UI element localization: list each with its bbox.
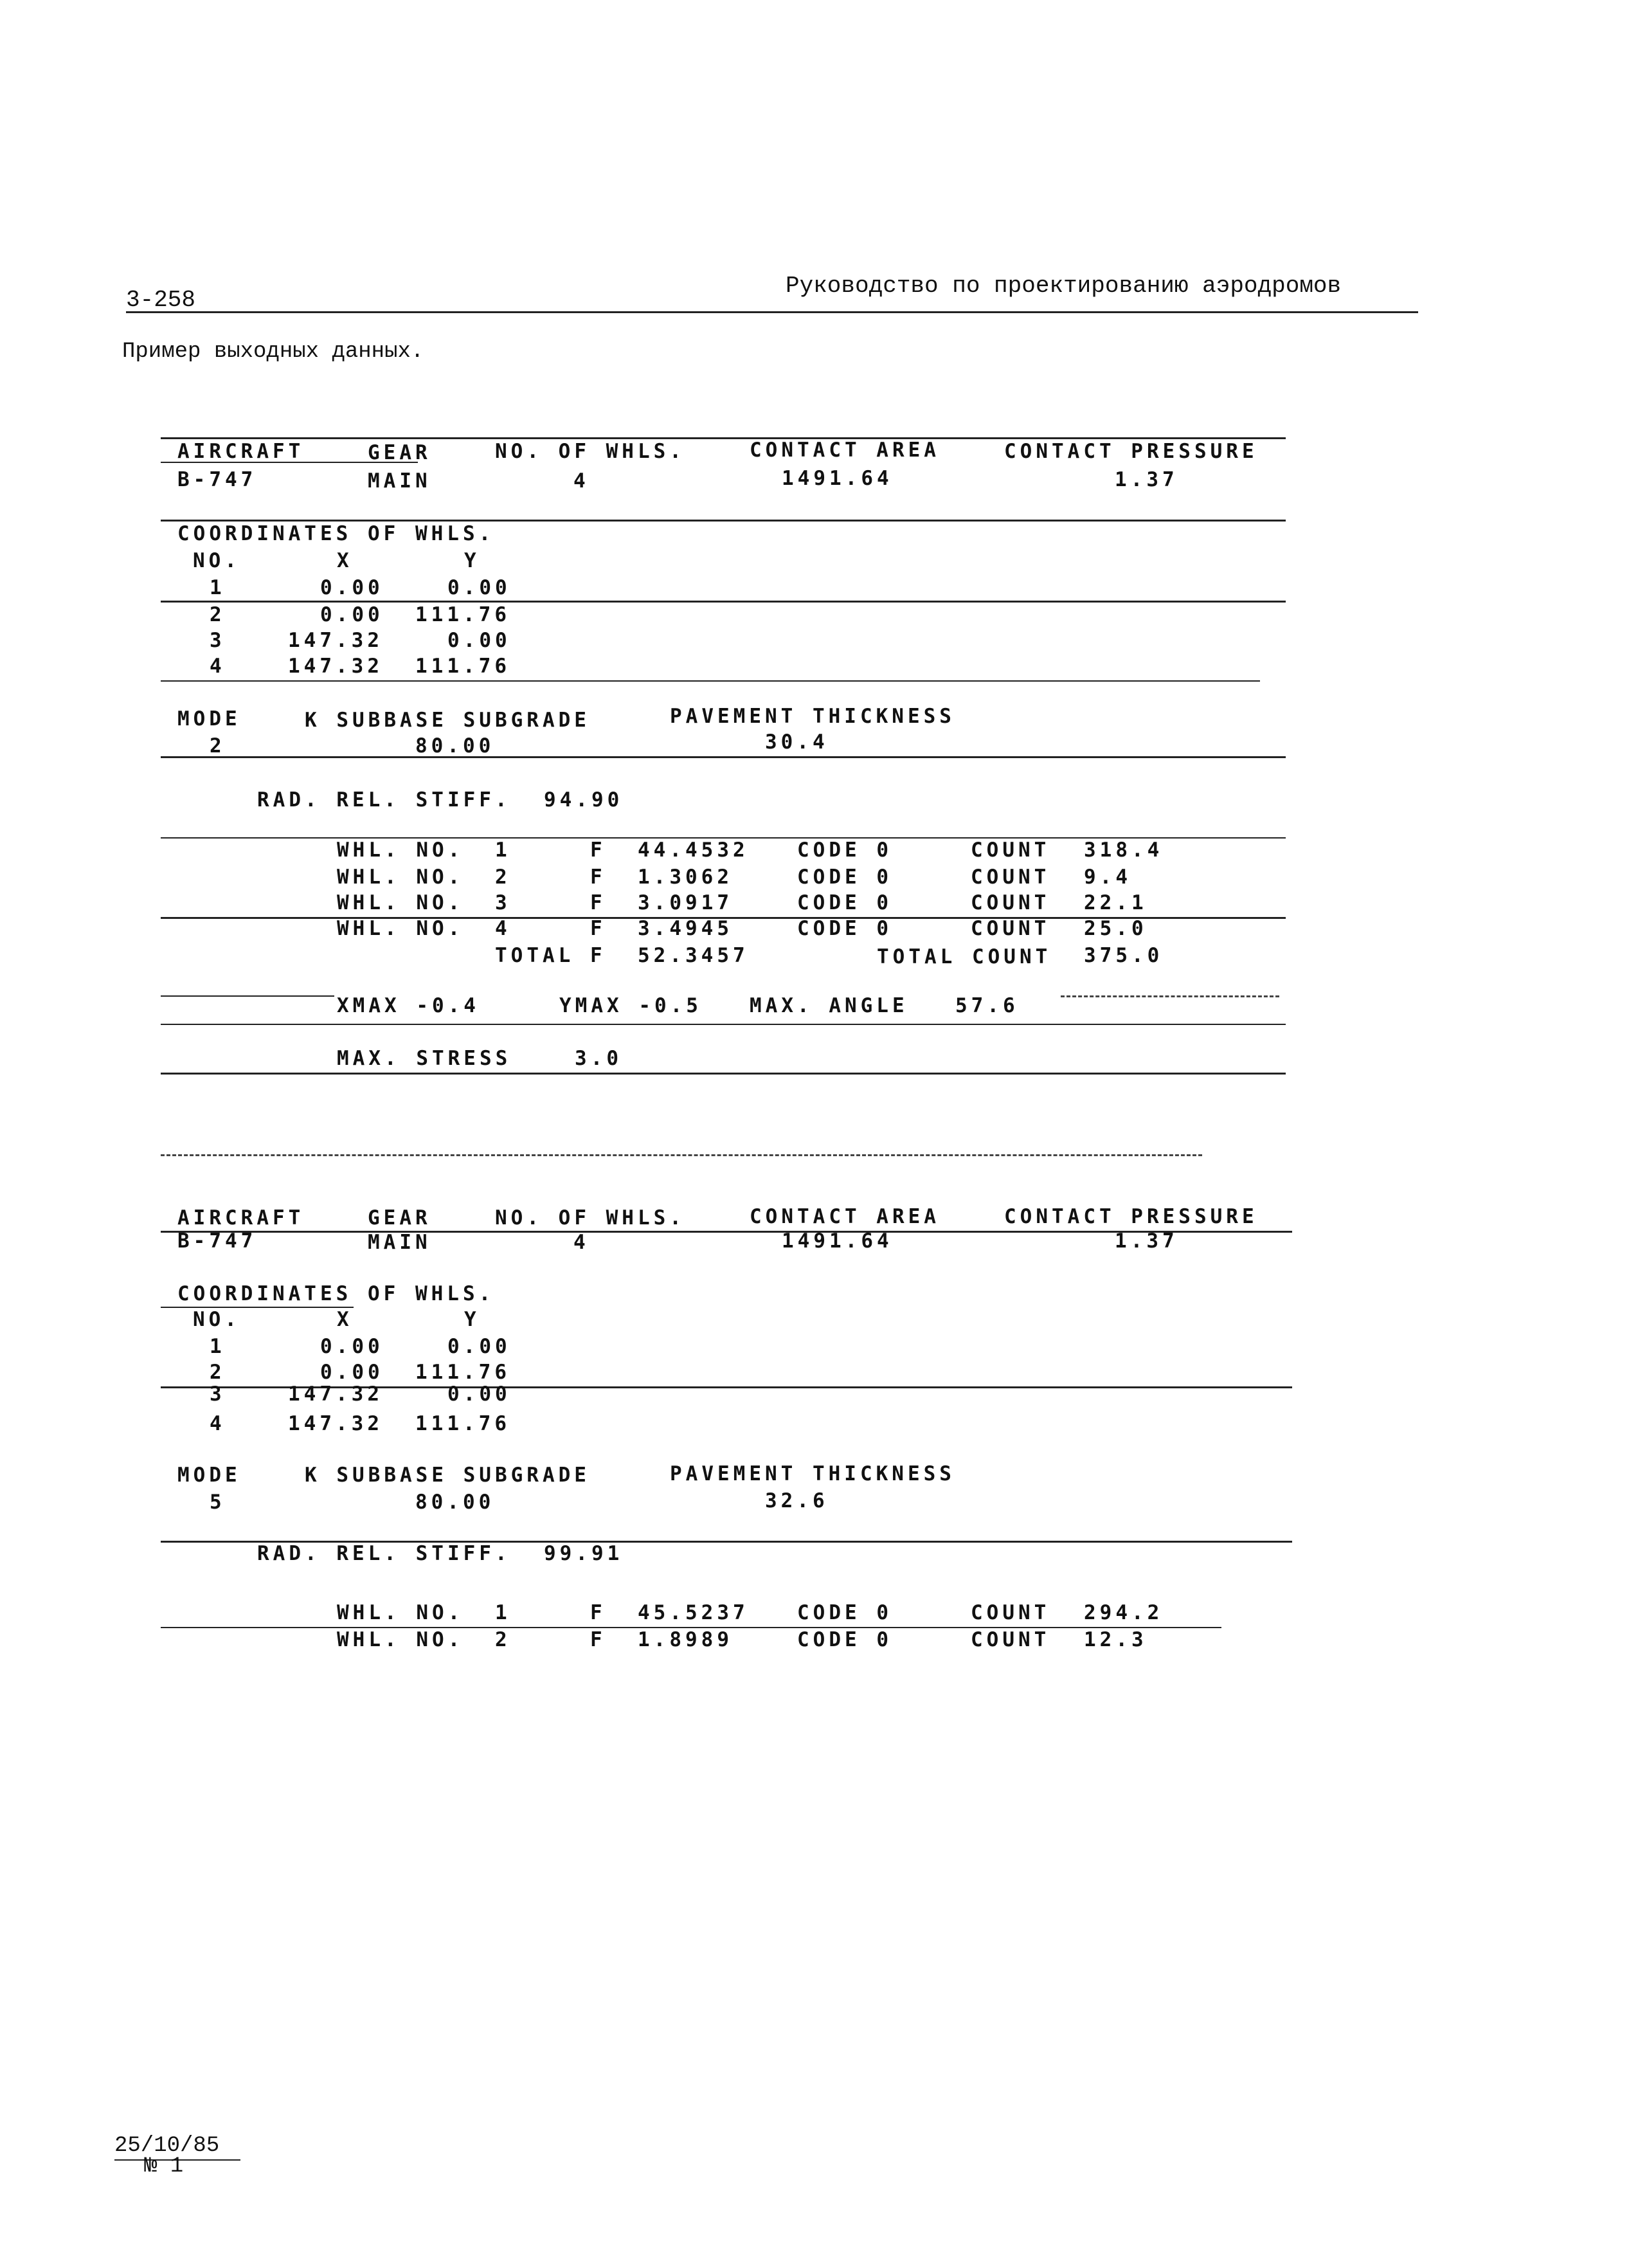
xmax: XMAX -0.4 [337, 994, 480, 1017]
wheel-number: 3 [495, 891, 511, 914]
col-header-aircraft: AIRCRAFT [177, 1206, 305, 1229]
ymax: YMAX -0.5 [559, 994, 702, 1017]
pavement-thickness-header: PAVEMENT THICKNESS [670, 1462, 955, 1485]
k-subbase-value: 80.00 [415, 734, 495, 758]
coord-no: 1 [210, 1335, 226, 1358]
rule [161, 756, 1286, 758]
force-value: 3.0917 [638, 891, 733, 914]
rad-rel-stiff-label: RAD. REL. STIFF. [257, 788, 511, 812]
mode-value: 5 [210, 1491, 226, 1514]
footer-date: 25/10/85 [114, 2134, 220, 2158]
wheel-label: WHL. NO. [337, 891, 464, 914]
coords-header-y: Y [464, 1308, 480, 1331]
count-value: 22.1 [1084, 891, 1148, 914]
coord-y: 111.76 [415, 655, 510, 678]
count-label: COUNT [971, 891, 1050, 914]
contact-area-value: 1491.64 [782, 467, 893, 490]
aircraft-value: B-747 [177, 468, 257, 491]
pavement-thickness-value: 30.4 [765, 730, 829, 754]
coord-no: 4 [210, 1412, 226, 1435]
total-count-label: TOTAL COUNT [877, 945, 1052, 968]
coord-y: 111.76 [415, 603, 510, 626]
wheel-label: WHL. NO. [337, 1628, 464, 1651]
coord-no: 3 [210, 1383, 226, 1406]
contact-pressure-value: 1.37 [1115, 1229, 1178, 1253]
footer-number: № 1 [144, 2154, 184, 2179]
count-label: COUNT [971, 1601, 1050, 1624]
dashed-rule [1061, 995, 1279, 997]
total-f-value: 52.3457 [638, 944, 749, 967]
intro-text: Пример выходных данных. [122, 340, 424, 364]
col-header-no-of-whls: NO. OF WHLS. [495, 1206, 685, 1229]
coord-x: 147.32 [288, 655, 383, 678]
coords-header-no: NO. [193, 549, 240, 572]
coord-no: 3 [210, 629, 226, 652]
coord-x: 0.00 [320, 1335, 384, 1358]
coord-no: 2 [210, 603, 226, 626]
col-header-contact-area: CONTACT AREA [750, 439, 940, 462]
wheel-label: WHL. NO. [337, 1601, 464, 1624]
page-number: 3-258 [126, 287, 196, 313]
force-value: 3.4945 [638, 917, 733, 940]
mode-header: MODE [177, 707, 241, 730]
count-value: 318.4 [1084, 839, 1164, 862]
force-label: F [590, 866, 606, 889]
rad-rel-stiff-value: 94.90 [544, 788, 624, 812]
coord-x: 147.32 [288, 1383, 383, 1406]
coords-header-x: X [337, 549, 353, 572]
code-value: CODE 0 [797, 891, 892, 914]
force-label: F [590, 891, 606, 914]
force-value: 1.3062 [638, 866, 733, 889]
rule [161, 917, 1286, 919]
coord-x: 0.00 [320, 1361, 384, 1384]
no-of-whls-value: 4 [573, 1231, 590, 1254]
wheel-label: WHL. NO. [337, 839, 464, 862]
coords-header-x: X [337, 1308, 353, 1331]
col-header-contact-pressure: CONTACT PRESSURE [1004, 440, 1258, 463]
coord-no: 1 [210, 576, 226, 599]
force-value: 1.8989 [638, 1628, 733, 1651]
count-value: 294.2 [1084, 1601, 1164, 1624]
max-stress-value: 3.0 [575, 1047, 622, 1070]
k-subbase-header: K SUBBASE SUBGRADE [305, 1464, 590, 1487]
coord-x: 0.00 [320, 576, 384, 599]
pavement-thickness-header: PAVEMENT THICKNESS [670, 705, 955, 728]
col-header-contact-pressure: CONTACT PRESSURE [1004, 1205, 1258, 1228]
force-label: F [590, 839, 606, 862]
count-label: COUNT [971, 839, 1050, 862]
rad-rel-stiff-label: RAD. REL. STIFF. [257, 1542, 511, 1565]
block-separator [161, 1154, 1202, 1156]
rule [161, 1024, 1286, 1025]
wheel-label: WHL. NO. [337, 866, 464, 889]
k-subbase-value: 80.00 [415, 1491, 495, 1514]
max-angle-label: MAX. ANGLE [750, 994, 908, 1017]
col-header-gear: GEAR [368, 441, 431, 464]
header-rule [126, 311, 1418, 313]
coord-no: 2 [210, 1361, 226, 1384]
coord-no: 4 [210, 655, 226, 678]
rule [161, 1073, 1286, 1075]
wheel-number: 2 [495, 1628, 511, 1651]
contact-pressure-value: 1.37 [1115, 468, 1178, 491]
coord-y: 111.76 [415, 1361, 510, 1384]
coord-y: 0.00 [447, 576, 511, 599]
force-value: 44.4532 [638, 839, 749, 862]
coords-title: COORDINATES OF WHLS. [177, 1282, 495, 1305]
rule [161, 520, 1286, 522]
total-count-value: 375.0 [1084, 944, 1164, 967]
code-value: CODE 0 [797, 1628, 892, 1651]
coords-header-no: NO. [193, 1308, 240, 1331]
force-label: F [590, 1601, 606, 1624]
code-value: CODE 0 [797, 1601, 892, 1624]
total-f-label: TOTAL F [495, 944, 606, 967]
max-angle-value: 57.6 [955, 994, 1019, 1017]
rule [161, 1627, 1221, 1628]
rule [161, 462, 418, 463]
code-value: CODE 0 [797, 866, 892, 889]
coord-x: 0.00 [320, 603, 384, 626]
coords-header-y: Y [464, 549, 480, 572]
gear-value: MAIN [368, 469, 431, 493]
no-of-whls-value: 4 [573, 469, 590, 493]
force-label: F [590, 1628, 606, 1651]
count-value: 25.0 [1084, 917, 1148, 940]
count-label: COUNT [971, 866, 1050, 889]
coord-x: 147.32 [288, 629, 383, 652]
rule [161, 437, 1286, 439]
k-subbase-header: K SUBBASE SUBGRADE [305, 709, 590, 732]
col-header-contact-area: CONTACT AREA [750, 1205, 940, 1228]
rule [161, 680, 1260, 682]
coord-y: 0.00 [447, 1383, 511, 1406]
wheel-number: 4 [495, 917, 511, 940]
count-label: COUNT [971, 1628, 1050, 1651]
wheel-label: WHL. NO. [337, 917, 464, 940]
rad-rel-stiff-value: 99.91 [544, 1542, 624, 1565]
force-value: 45.5237 [638, 1601, 749, 1624]
wheel-number: 2 [495, 866, 511, 889]
count-label: COUNT [971, 917, 1050, 940]
mode-header: MODE [177, 1464, 241, 1487]
wheel-number: 1 [495, 1601, 511, 1624]
code-value: CODE 0 [797, 839, 892, 862]
rule [161, 995, 334, 997]
mode-value: 2 [210, 734, 226, 758]
col-header-aircraft: AIRCRAFT [177, 440, 305, 463]
coord-x: 147.32 [288, 1412, 383, 1435]
aircraft-value: B-747 [177, 1229, 257, 1253]
force-label: F [590, 917, 606, 940]
page-header-title: Руководство по проектированию аэродромов [786, 273, 1342, 299]
rule [161, 1307, 354, 1308]
wheel-number: 1 [495, 839, 511, 862]
coord-y: 0.00 [447, 1335, 511, 1358]
contact-area-value: 1491.64 [782, 1229, 893, 1253]
max-stress-label: MAX. STRESS [337, 1047, 512, 1070]
count-value: 9.4 [1084, 866, 1131, 889]
coords-title: COORDINATES OF WHLS. [177, 522, 495, 545]
col-header-no-of-whls: NO. OF WHLS. [495, 440, 685, 463]
gear-value: MAIN [368, 1231, 431, 1254]
coord-y: 0.00 [447, 629, 511, 652]
col-header-gear: GEAR [368, 1206, 431, 1229]
pavement-thickness-value: 32.6 [765, 1489, 829, 1512]
code-value: CODE 0 [797, 917, 892, 940]
count-value: 12.3 [1084, 1628, 1148, 1651]
rule [161, 601, 1286, 603]
coord-y: 111.76 [415, 1412, 510, 1435]
